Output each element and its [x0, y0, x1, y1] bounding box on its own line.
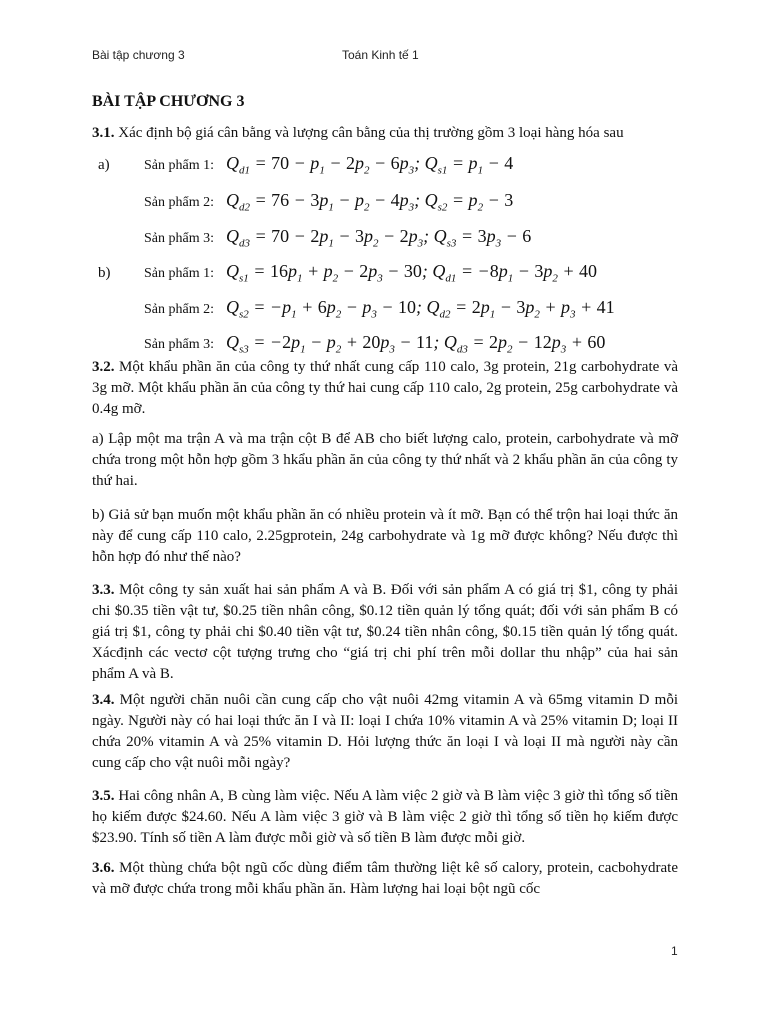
- exercise-text: Một khẩu phần ăn của công ty thứ nhất cung cấp 110 calo, 3g protein, 21g carbohydrate và 3g mỡ. Một khẩu phần ăn của công ty thứ hai cung cấp 110 calo, 2g protein, 25g carbohydrate và 0.4g mỡ.: [92, 359, 678, 417]
- exercise-number: 3.3.: [92, 582, 115, 598]
- product-label: Sản phẩm 3:: [144, 231, 214, 246]
- equation: $Q_{s1} = 16p_1 + p_2 - 2p_3 - 30$; $Q_{d1} = -8p_1 - 3p_2 + 40$: [226, 261, 598, 285]
- part-label: a): [98, 157, 110, 173]
- equation: $Q_{s2} = -p_1 + 6p_2 - p_3 - 10$; $Q_{d2} = 2p_1 - 3p_2 + p_3 + 41$: [226, 297, 615, 321]
- exercise-3-2-part-b: b) Giả sử bạn muốn một khẩu phần ăn có nhiều protein và ít mỡ. Bạn có thể trộn hai loại thức ăn này để cung cấp 110 calo, 2.25gprotein, 24g carbohydrate và 1g mỡ được không? Nếu được thì hỗn hợp đó như thế nào?: [92, 507, 678, 565]
- equation: $Q_{s3} = -2p_1 - p_2 + 20p_3 - 11$; $Q_{d3} = 2p_2 - 12p_3 + 60$: [226, 332, 606, 356]
- product-label: Sản phẩm 2:: [144, 195, 214, 210]
- page-title: BÀI TẬP CHƯƠNG 3: [92, 93, 245, 110]
- exercise-text: Một công ty sản xuất hai sản phẩm A và B. Đối với sản phẩm A có giá trị $1, công ty phải chi $0.35 tiền vật tư, $0.25 tiền nhân công, $0.12 tiền quản lý tổng quát; đối với sản phẩm B có giá trị $1, công ty phải chi $0.40 tiền vật tư, $0.24 tiền nhân công, $0.15 tiền quản lý tổng quát. Xácđịnh các vectơ cột tượng trưng cho “giá trị chi phí trên mỗi dollar thu nhập” của hai sản phẩm A và B.: [92, 582, 678, 682]
- product-label: Sản phẩm 3:: [144, 337, 214, 352]
- exercise-text: Một thùng chứa bột ngũ cốc dùng điểm tâm thường liệt kê số calory, protein, cacbohydrate và mỡ được chứa trong mỗi khẩu phần ăn. Hàm lượng hai loại bột ngũ cốc: [92, 860, 678, 897]
- exercise-number: 3.6.: [92, 860, 115, 876]
- exercise-number: 3.5.: [92, 788, 115, 804]
- running-header-course: Toán Kinh tế 1: [342, 48, 419, 62]
- exercise-number: 3.1.: [92, 125, 115, 141]
- exercise-text: Một người chăn nuôi cần cung cấp cho vật nuôi 42mg vitamin A và 65mg vitamin D mỗi ngày. Người này có hai loại thức ăn I và II: loại I chứa 10% vitamin A và 25% vitamin D; loại II chứa 20% vitamin A và 25% vitamin D. Hỏi lượng thức ăn loại I và loại II mà người này cần cung cấp cho vật nuôi mỗi ngày?: [92, 692, 678, 771]
- exercise-3-1-intro: [92, 125, 678, 142]
- equation: $Q_{d3} = 70 - 2p_1 - 3p_2 - 2p_3$; $Q_{s3} = 3p_3 - 6$: [226, 226, 532, 250]
- exercise-text: Xác định bộ giá cân bằng và lượng cân bằng của thị trường gồm 3 loại hàng hóa sau: [114, 125, 624, 141]
- page-number: 1: [671, 944, 678, 958]
- product-label: Sản phẩm 1:: [144, 158, 214, 173]
- exercise-3-3: [92, 580, 678, 685]
- product-label: Sản phẩm 2:: [144, 302, 214, 317]
- exercise-number: 3.4.: [92, 692, 115, 708]
- exercise-3-2: [92, 357, 678, 420]
- exercise-number: 3.2.: [92, 359, 115, 375]
- exercise-3-6: [92, 858, 678, 900]
- exercise-text: Hai công nhân A, B cùng làm việc. Nếu A làm việc 2 giờ và B làm việc 3 giờ thì tổng số tiền họ kiếm được $24.60. Nếu A làm việc 3 giờ và B làm việc 2 giờ thì tổng số tiền họ kiếm được $23.90. Tính số tiền A làm được mỗi giờ và số tiền B làm được mỗi giờ.: [92, 788, 678, 846]
- exercise-3-5: [92, 786, 678, 849]
- equation: $Q_{d2} = 76 - 3p_1 - p_2 - 4p_3$; $Q_{s2} = p_2 - 3$: [226, 190, 514, 214]
- part-label: b): [98, 265, 111, 281]
- exercise-3-2-part-a: a) Lập một ma trận A và ma trận cột B để AB cho biết lượng calo, protein, carbohydrate và mỡ chứa trong một hỗn hợp gồm 3 hkẩu phần ăn của công ty thứ nhất và 2 khẩu phần ăn của công ty thứ hai.: [92, 431, 678, 489]
- running-header-chapter: Bài tập chương 3: [92, 48, 185, 62]
- exercise-3-4: [92, 690, 678, 774]
- product-label: Sản phẩm 1:: [144, 266, 214, 281]
- equation: $Q_{d1} = 70 - p_1 - 2p_2 - 6p_3$; $Q_{s1} = p_1 - 4$: [226, 153, 514, 177]
